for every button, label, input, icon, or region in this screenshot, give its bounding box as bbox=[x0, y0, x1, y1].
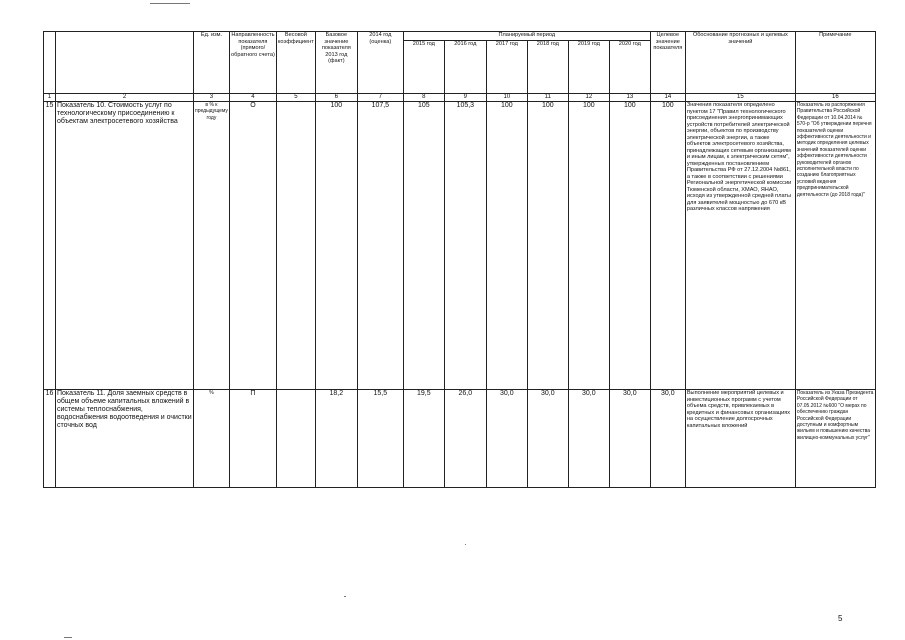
indicator-justification: Значения показателя определено пунктом 17 "Правил технологического присоединения энергопринимающих устройств потребителей электрической энергии, объектов по производству электрической энергии, а также объектов электросетевого хозяйства, принадлежащих сетевым организациям и иным лицам, к электрическим сетям", утвержденных постановлением Правительства РФ от 27.12.2004 №861, а также в соответствии с решениями Региональной энергетической комиссии Тюменской области, ХМАО, ЯНАО, исходя из утвержденной средней платы для заявителей мощностью до 670 кВ различных классов напряжения bbox=[685, 102, 795, 390]
table-row bbox=[44, 390, 876, 488]
header-year: 2015 год bbox=[403, 41, 444, 94]
header-year: 2019 год bbox=[568, 41, 609, 94]
indicator-target: 100 bbox=[650, 102, 685, 390]
column-number: 16 bbox=[795, 94, 875, 102]
indicator-plan: 100 bbox=[568, 102, 609, 390]
indicator-base: 18,2 bbox=[315, 390, 357, 488]
column-number: 13 bbox=[609, 94, 650, 102]
column-number: 9 bbox=[444, 94, 486, 102]
column-number: 5 bbox=[276, 94, 315, 102]
indicator-plan: 26,0 bbox=[444, 390, 486, 488]
indicator-direction: П bbox=[229, 390, 276, 488]
column-number: 2 bbox=[56, 94, 194, 102]
header-direction: Направленность показателя (прямого/обратного счета) bbox=[229, 32, 276, 94]
indicator-plan: 105 bbox=[403, 102, 444, 390]
header-name bbox=[56, 32, 194, 94]
indicator-target: 30,0 bbox=[650, 390, 685, 488]
indicator-base: 100 bbox=[315, 102, 357, 390]
indicator-unit: % bbox=[194, 390, 230, 488]
column-number: 12 bbox=[568, 94, 609, 102]
indicator-name: Показатель 10. Стоимость услуг по технологическому присоединению к объектам электросетевого хозяйства bbox=[56, 102, 194, 390]
indicator-plan: 100 bbox=[486, 102, 527, 390]
column-number: 8 bbox=[403, 94, 444, 102]
row-number: 15 bbox=[44, 102, 56, 390]
header-base: Базовое значение показателя 2013 год (факт) bbox=[315, 32, 357, 94]
scan-mark bbox=[64, 637, 72, 638]
header-unit: Ед. изм. bbox=[194, 32, 230, 94]
column-number: 3 bbox=[194, 94, 230, 102]
scan-mark bbox=[150, 3, 190, 4]
indicator-weight bbox=[276, 102, 315, 390]
header-planned-period: Планируемый период bbox=[403, 32, 650, 41]
header-year: 2017 год bbox=[486, 41, 527, 94]
header-2014: 2014 год (оценка) bbox=[357, 32, 403, 94]
indicator-weight bbox=[276, 390, 315, 488]
indicator-unit: в % к предыдущему году bbox=[194, 102, 230, 390]
indicator-plan: 105,3 bbox=[444, 102, 486, 390]
column-number: 15 bbox=[685, 94, 795, 102]
indicator-plan: 30,0 bbox=[486, 390, 527, 488]
table-row bbox=[44, 102, 876, 390]
indicator-direction: О bbox=[229, 102, 276, 390]
column-number: 11 bbox=[527, 94, 568, 102]
row-number: 16 bbox=[44, 390, 56, 488]
header-year: 2018 год bbox=[527, 41, 568, 94]
indicator-justification: Выполнение мероприятий целевых и инвестиционных программ с учетом объема средств, привлекаемых в кредитных и финансовых организациях на осуществление долгосрочных капитальных вложений bbox=[685, 390, 795, 488]
header-justification: Обоснование прогнозных и целевых значений bbox=[685, 32, 795, 94]
indicators-table bbox=[43, 31, 876, 488]
indicator-note: Показатель из распоряжения Правительства Российской Федерации от 10.04.2014 № 570-р "Об утверждении перечня показателей оценки эффективности деятельности и методик определения целевых значений показателей оценки эффективности деятельности руководителей органов исполнительной власти по созданию благоприятных условий ведения предпринимательской деятельности (до 2018 года)" bbox=[795, 102, 875, 390]
column-number: 10 bbox=[486, 94, 527, 102]
page-number: 5 bbox=[838, 614, 843, 623]
column-number: 6 bbox=[315, 94, 357, 102]
indicator-2014: 107,5 bbox=[357, 102, 403, 390]
indicator-2014: 15,5 bbox=[357, 390, 403, 488]
header-num bbox=[44, 32, 56, 94]
header-year: 2016 год bbox=[444, 41, 486, 94]
scan-speck bbox=[465, 544, 466, 545]
column-number-row bbox=[44, 94, 876, 102]
header-row-1 bbox=[44, 32, 876, 41]
indicator-note: Показатель из Указа Президента Российской Федерации от 07.05.2012 №600 "О мерах по обеспечению граждан Российской Федерации доступным и комфортным жильем и повышению качества жилищно-коммунальных услуг" bbox=[795, 390, 875, 488]
column-number: 4 bbox=[229, 94, 276, 102]
indicator-plan: 100 bbox=[527, 102, 568, 390]
column-number: 1 bbox=[44, 94, 56, 102]
indicator-plan: 30,0 bbox=[527, 390, 568, 488]
indicator-plan: 30,0 bbox=[568, 390, 609, 488]
indicator-plan: 19,5 bbox=[403, 390, 444, 488]
header-year: 2020 год bbox=[609, 41, 650, 94]
header-target: Целевое значение показателя bbox=[650, 32, 685, 94]
column-number: 7 bbox=[357, 94, 403, 102]
column-number: 14 bbox=[650, 94, 685, 102]
header-weight: Весовой коэффициент bbox=[276, 32, 315, 94]
header-note: Примечание bbox=[795, 32, 875, 94]
indicator-name: Показатель 11. Доля заемных средств в общем объеме капитальных вложений в системы теплоснабжения, водоснабжения водоотведения и очистки сточных вод bbox=[56, 390, 194, 488]
indicator-plan: 100 bbox=[609, 102, 650, 390]
scan-speck bbox=[344, 596, 346, 597]
indicator-plan: 30,0 bbox=[609, 390, 650, 488]
